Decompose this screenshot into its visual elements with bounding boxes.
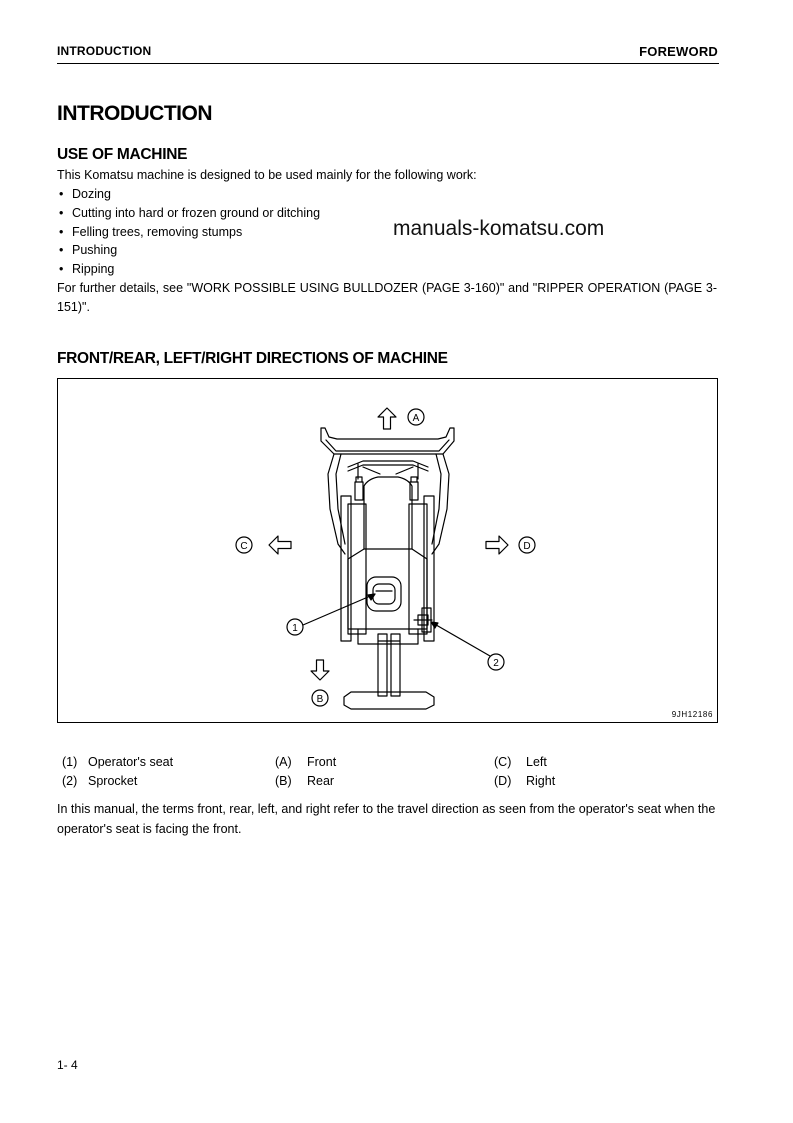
callout-seat-label: 1 <box>292 623 298 634</box>
callout-rear <box>312 690 328 706</box>
right-arrow-icon <box>486 536 508 554</box>
front-arrow-icon <box>378 408 396 429</box>
legend-row <box>62 755 662 773</box>
callout-left <box>236 537 252 553</box>
legend-item <box>275 755 336 769</box>
use-of-machine-heading: USE OF MACHINE <box>57 146 188 163</box>
directions-heading: FRONT/REAR, LEFT/RIGHT DIRECTIONS OF MACHINE <box>57 350 448 367</box>
legend-item <box>275 774 334 788</box>
list-item <box>57 185 717 204</box>
legend-row <box>62 774 662 792</box>
legend-item <box>62 774 137 788</box>
legend-item <box>494 755 547 769</box>
bullet-glyph: • <box>59 224 64 239</box>
header-rule <box>57 63 719 64</box>
list-item <box>57 204 717 223</box>
callout-rear-label: B <box>316 694 324 705</box>
list-item-text: Ripping <box>72 262 115 277</box>
list-item <box>57 223 717 242</box>
further-details-text: For further details, see "WORK POSSIBLE USING BULLDOZER (PAGE 3-160)" and "RIPPER OPERATION (PAGE 3-151)". <box>57 280 717 314</box>
header-section-label: INTRODUCTION <box>57 44 152 58</box>
machine-directions-figure <box>57 378 718 723</box>
callout-right <box>519 537 535 553</box>
callout-right-label: D <box>523 541 531 552</box>
callout-front <box>408 409 424 425</box>
cylinder-right-shape <box>410 477 418 500</box>
callout-sprocket <box>431 622 504 670</box>
figure-code: 9JH12186 <box>671 710 713 719</box>
legend-key: (2) <box>62 774 78 788</box>
use-of-machine-body <box>57 166 717 317</box>
bullet-glyph: • <box>59 187 64 201</box>
list-item-text: Dozing <box>72 187 111 201</box>
cylinder-left-shape <box>355 477 363 500</box>
use-of-machine-intro: This Komatsu machine is designed to be used mainly for the following work: <box>57 168 477 182</box>
legend-item <box>494 774 555 788</box>
track-left-shape <box>341 496 366 641</box>
machine-diagram <box>58 379 719 724</box>
legend-key: (C) <box>494 755 512 769</box>
legend-label: Front <box>307 755 337 769</box>
directions-note: In this manual, the terms front, rear, left, and right refer to the travel direction as seen from the operator's seat when the operator's seat is facing the front. <box>57 802 716 836</box>
machine-body-shape <box>348 477 427 644</box>
legend-key: (B) <box>275 774 292 788</box>
callout-left-label: C <box>240 541 248 552</box>
left-arrow-icon <box>269 536 291 554</box>
legend-label: Left <box>526 755 547 769</box>
callout-sprocket-label: 2 <box>493 658 499 669</box>
legend-item <box>62 755 173 769</box>
legend-label: Rear <box>307 774 335 788</box>
legend-key: (1) <box>62 755 78 769</box>
work-list <box>57 185 717 279</box>
legend-key: (A) <box>275 755 292 769</box>
page-number: 1- 4 <box>57 1058 78 1072</box>
legend-key: (D) <box>494 774 512 788</box>
list-item-text: Pushing <box>72 243 118 258</box>
bullet-glyph: • <box>59 262 64 277</box>
list-item <box>57 241 717 260</box>
list-item-text: Felling trees, removing stumps <box>72 224 243 239</box>
page-title: INTRODUCTION <box>57 102 212 125</box>
legend-label: Sprocket <box>88 774 138 788</box>
rear-arrow-icon <box>311 660 329 680</box>
bullet-glyph: • <box>59 205 64 220</box>
callout-front-label: A <box>412 413 420 424</box>
list-item-text: Cutting into hard or frozen ground or ditching <box>72 205 321 220</box>
watermark-text: manuals-komatsu.com <box>393 217 605 240</box>
ripper-shape <box>344 634 434 709</box>
legend-label: Right <box>526 774 556 788</box>
blade-frame-shape <box>328 454 449 554</box>
header-chapter-label: FOREWORD <box>639 44 718 59</box>
bullet-glyph: • <box>59 243 64 258</box>
list-item <box>57 260 717 279</box>
blade-shape <box>321 428 454 454</box>
legend-label: Operator's seat <box>88 755 174 769</box>
